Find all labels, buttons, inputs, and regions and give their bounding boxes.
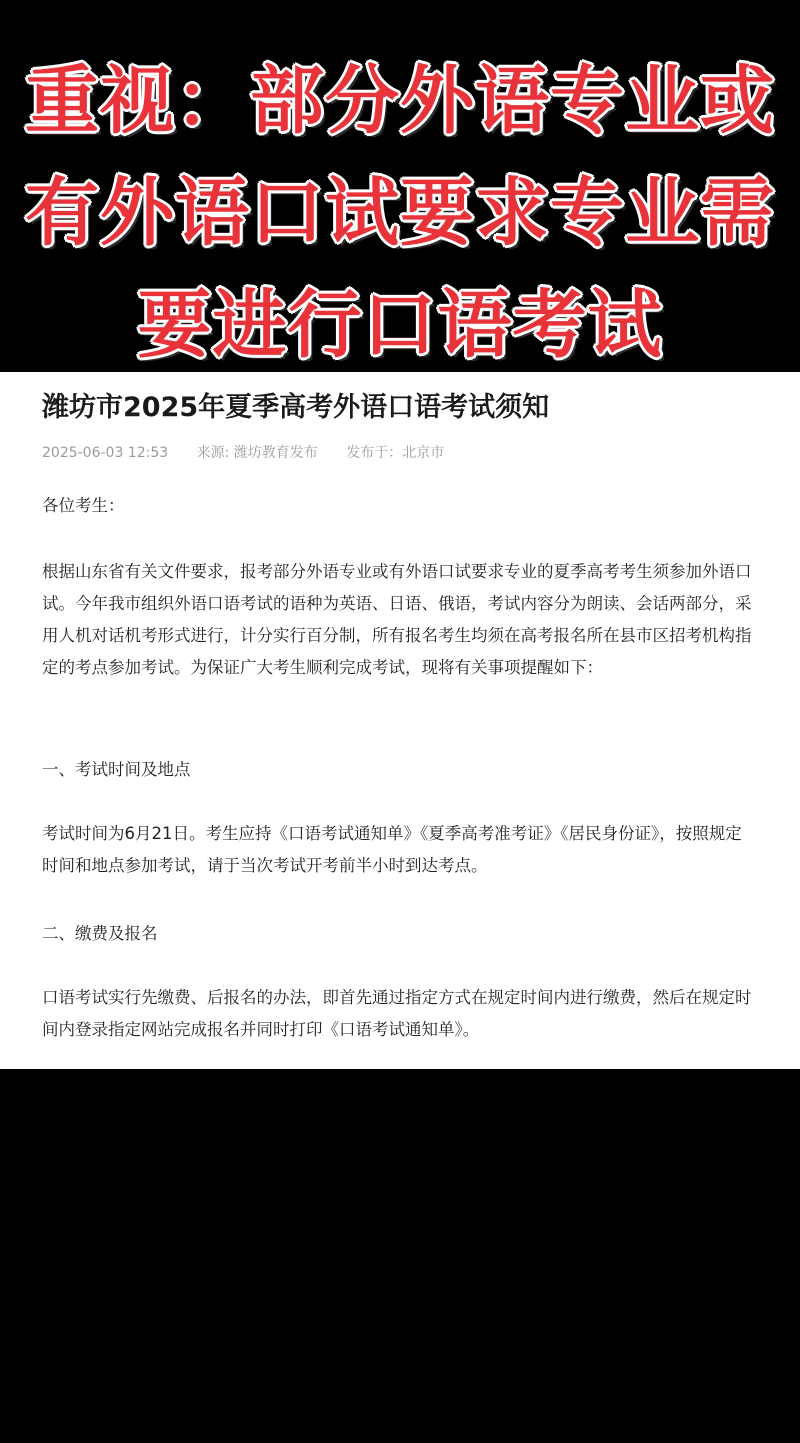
publish-datetime: 2025-06-03 12:53 [42, 445, 169, 461]
section-1-heading: 一、考试时间及地点 [42, 760, 191, 779]
article-source: 来源: 潍坊教育发布 [196, 445, 318, 461]
article-screenshot [0, 372, 800, 1069]
greeting-text: 各位考生： [42, 496, 125, 515]
section-2-body: 口语考试实行先缴费、后报名的办法，即首先通过指定方式在规定时间内进行缴费，然后在规定时间内登录指定网站完成报名并同时打印《口语考试通知单》。 [42, 988, 752, 1039]
headline-line-1: 重视：部分外语专业或 [25, 58, 775, 144]
bottom-black-area [0, 1069, 800, 1443]
headline-line-3: 要进行口语考试 [137, 282, 663, 368]
headline-line-2: 有外语口试要求专业需 [25, 170, 775, 256]
section-2-heading: 二、缴费及报名 [42, 924, 158, 943]
section-1-body: 考试时间为6月21日。考生应持《口语考试通知单》《夏季高考准考证》《居民身份证》，按照规定时间和地点参加考试，请于当次考试开考前半小时到达考点。 [42, 824, 742, 875]
article-title: 潍坊市2025年夏季高考外语口语考试须知 [42, 392, 550, 423]
headline-banner [0, 0, 800, 372]
intro-paragraph: 根据山东省有关文件要求，报考部分外语专业或有外语口试要求专业的夏季高考考生须参加外语口试。今年我市组织外语口语考试的语种为英语、日语、俄语，考试内容分为朗读、会话两部分，采用人机对话机考形式进行，计分实行百分制，所有报名考生均须在高考报名所在县市区招考机构指定的考点参加考试。为保证广大考生顺利完成考试，现将有关事项提醒如下： [42, 562, 752, 677]
publish-location: 发布于：北京市 [346, 445, 445, 461]
article-meta [42, 442, 468, 464]
